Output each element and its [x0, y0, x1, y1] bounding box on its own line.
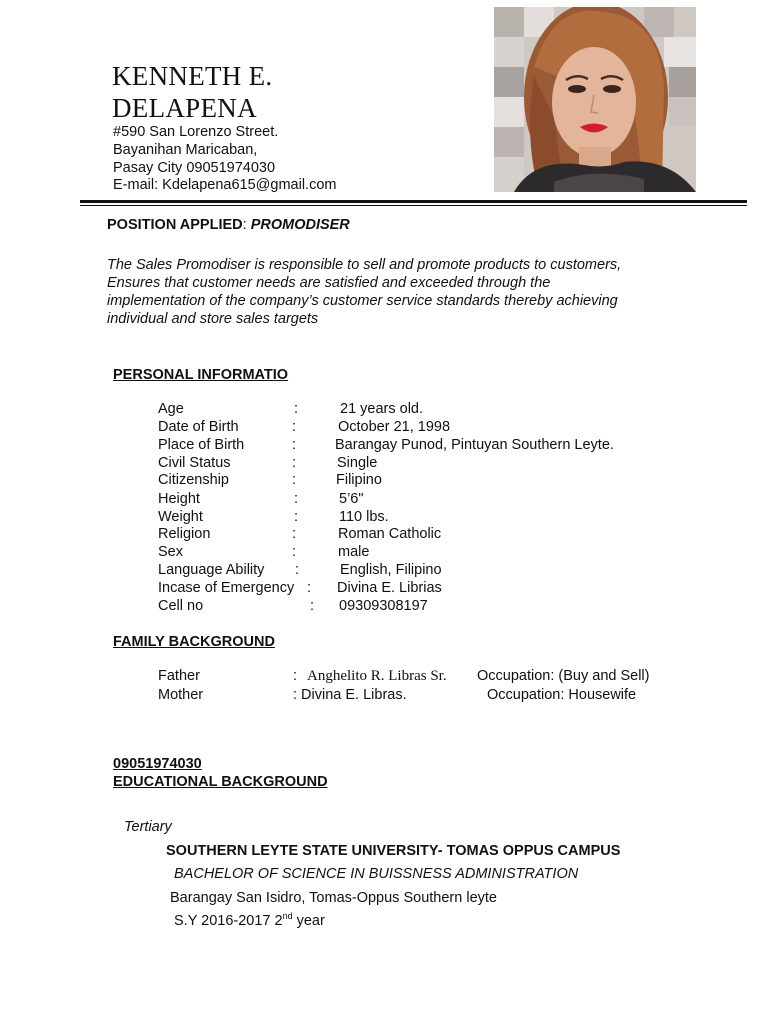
- position-label: POSITION APPLIED: [107, 217, 243, 233]
- row-value: 110 lbs.: [339, 509, 389, 525]
- row-colon: :: [292, 437, 297, 453]
- year-ordinal-suffix: nd: [282, 911, 293, 922]
- summary-line-2: Ensures that customer needs are satisfied and exceeded through the: [107, 275, 551, 291]
- row-colon: :: [294, 401, 299, 417]
- address-line-2: Bayanihan Maricaban,: [113, 141, 258, 158]
- row-label: Incase of Emergency: [158, 580, 295, 596]
- row-label: Language Ability: [158, 562, 265, 578]
- row-colon: :: [292, 544, 297, 560]
- row-value: 21 years old.: [340, 401, 424, 417]
- mother-name: : Divina E. Libras.: [293, 687, 407, 703]
- row-label: Date of Birth: [158, 419, 239, 435]
- row-label: Height: [158, 491, 200, 507]
- row-colon: :: [294, 491, 299, 507]
- mother-label: Mother: [158, 687, 204, 703]
- summary-line-4: individual and store sales targets: [107, 311, 319, 327]
- header-divider-thick: [80, 200, 747, 203]
- father-label: Father: [158, 668, 200, 684]
- contact-block: [113, 124, 336, 195]
- row-label: Weight: [158, 509, 203, 525]
- father-occupation: Occupation: (Buy and Sell): [477, 668, 650, 684]
- row-value: Barangay Punod, Pintuyan Southern Leyte.: [335, 437, 614, 453]
- course-name: BACHELOR OF SCIENCE IN BUISSNESS ADMINISTRATION: [174, 866, 579, 882]
- row-colon: :: [292, 419, 297, 435]
- educational-background-heading: EDUCATIONAL BACKGROUND: [113, 774, 328, 790]
- row-colon: :: [294, 509, 299, 525]
- position-value: PROMODISER: [250, 217, 350, 233]
- row-value: Roman Catholic: [338, 526, 442, 542]
- row-label: Civil Status: [158, 455, 231, 471]
- row-label: Place of Birth: [158, 437, 245, 453]
- position-applied: [107, 217, 350, 233]
- row-colon: :: [310, 598, 315, 614]
- address-line-1: #590 San Lorenzo Street.: [113, 124, 279, 140]
- row-value: Filipino: [336, 472, 382, 488]
- row-label: Age: [158, 401, 184, 417]
- row-value: Single: [337, 455, 378, 471]
- row-label: Sex: [158, 544, 183, 560]
- row-value: 09309308197: [339, 598, 428, 614]
- family-background-heading: FAMILY BACKGROUND: [113, 634, 275, 650]
- school-year: [174, 913, 325, 931]
- school-name: SOUTHERN LEYTE STATE UNIVERSITY- TOMAS OPPUS CAMPUS: [166, 843, 621, 859]
- row-value: English, Filipino: [340, 562, 442, 578]
- row-value: 5’6": [339, 491, 364, 507]
- stray-phone-number: 09051974030: [113, 756, 202, 772]
- father-name: Anghelito R. Libras Sr.: [307, 668, 447, 684]
- name-line-2: DELAPENA: [112, 93, 257, 123]
- email-line: E-mail: Kdelapena615@gmail.com: [113, 177, 337, 194]
- row-colon: :: [307, 580, 312, 596]
- row-colon: :: [292, 455, 297, 471]
- row-label: Religion: [158, 526, 211, 542]
- row-colon: :: [292, 472, 297, 488]
- profile-photo: [494, 7, 696, 192]
- row-label: Cell no: [158, 598, 204, 614]
- year-word: year: [292, 913, 325, 929]
- education-level: Tertiary: [124, 819, 172, 835]
- objective-summary: [107, 256, 667, 328]
- row-colon: :: [292, 526, 297, 542]
- applicant-name: [112, 60, 272, 124]
- header-divider-thin: [80, 205, 747, 206]
- father-colon: :: [293, 668, 298, 684]
- address-line-3: Pasay City 09051974030: [113, 159, 276, 176]
- name-line-1: KENNETH E.: [112, 61, 273, 91]
- summary-line-1: The Sales Promodiser is responsible to sell and promote products to customers,: [107, 257, 622, 273]
- row-value: male: [338, 544, 370, 560]
- school-address: Barangay San Isidro, Tomas-Oppus Southern leyte: [170, 890, 497, 906]
- position-colon: :: [242, 217, 247, 233]
- row-colon: :: [295, 562, 300, 578]
- mother-occupation: Occupation: Housewife: [487, 687, 637, 703]
- summary-line-3: implementation of the company’s customer service standards thereby achieving: [107, 293, 618, 309]
- school-year-text: S.Y 2016-2017 2: [174, 913, 283, 929]
- personal-info-heading: PERSONAL INFORMATIO: [113, 367, 289, 383]
- row-label: Citizenship: [158, 472, 229, 488]
- row-value: October 21, 1998: [338, 419, 451, 435]
- row-value: Divina E. Librias: [337, 580, 442, 596]
- portrait-image: [494, 7, 696, 192]
